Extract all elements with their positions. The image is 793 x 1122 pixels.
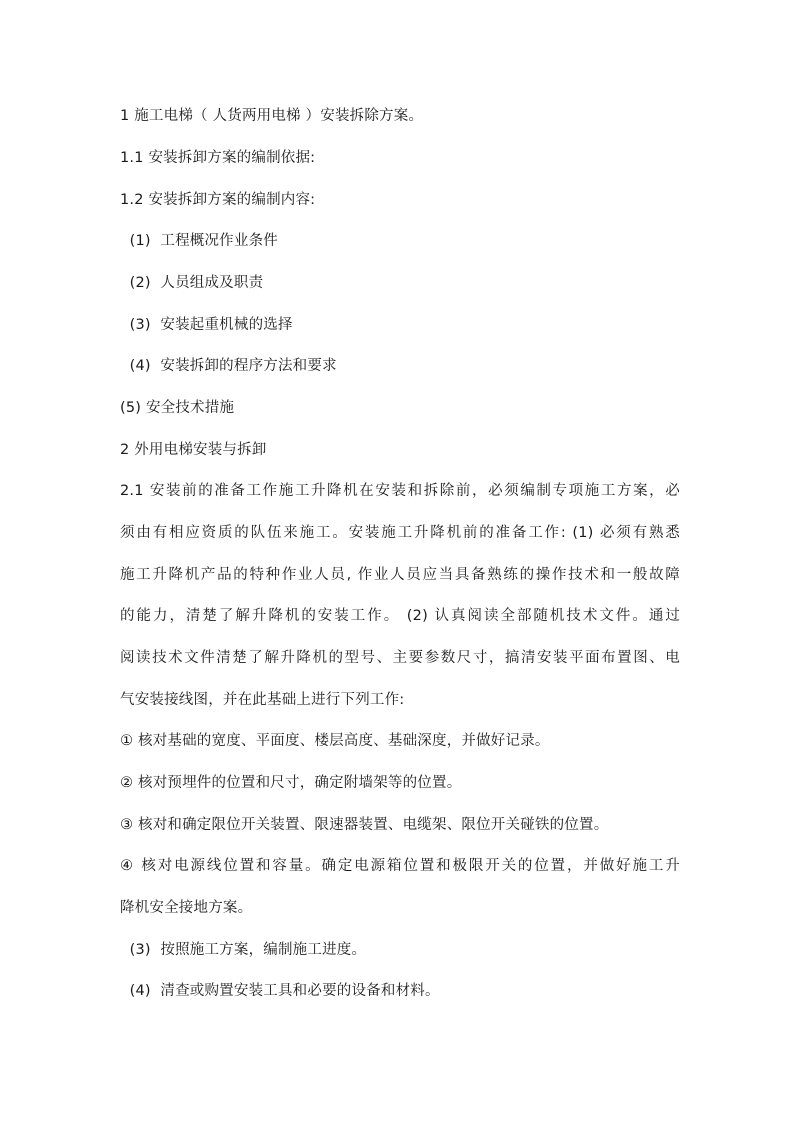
heading-section-1: 1 施工电梯（ 人货两用电梯 ）安装拆除方案。 — [120, 108, 424, 124]
paragraph-line: 的能力，清楚了解升降机的安装工作。 (2) 认真阅读全部随机技术文件。通过 — [120, 608, 680, 624]
list-item: (1) 工程概况作业条件 — [120, 233, 278, 249]
paragraph-line: 气安装接线图，并在此基础上进行下列工作: — [120, 692, 405, 708]
list-item: ② 核对预埋件的位置和尺寸，确定附墙架等的位置。 — [120, 775, 462, 791]
list-item: (4) 清查或购置安装工具和必要的设备和材料。 — [120, 983, 440, 999]
list-item: (3) 安装起重机械的选择 — [120, 317, 293, 333]
paragraph-line: 须由有相应资质的队伍来施工。安装施工升降机前的准备工作: (1) 必须有熟悉 — [120, 525, 680, 541]
paragraph-line: 2.1 安装前的准备工作施工升降机在安装和拆除前，必须编制专项施工方案，必 — [120, 483, 680, 499]
list-item-continuation: 降机安全接地方案。 — [120, 900, 253, 916]
list-item: ④ 核对电源线位置和容量。确定电源箱位置和极限开关的位置，并做好施工升 — [120, 858, 680, 874]
list-item: (3) 按照施工方案，编制施工进度。 — [120, 942, 367, 958]
list-item: (4) 安装拆卸的程序方法和要求 — [120, 358, 337, 374]
heading-section-1-1: 1.1 安装拆卸方案的编制依据: — [120, 150, 316, 166]
list-item: ① 核对基础的宽度、平面度、楼层高度、基础深度，并做好记录。 — [120, 733, 550, 749]
paragraph-line: 施工升降机产品的特种作业人员, 作业人员应当具备熟练的操作技术和一般故障 — [120, 567, 680, 583]
heading-section-2: 2 外用电梯安装与拆卸 — [120, 442, 267, 458]
list-item: ③ 核对和确定限位开关装置、限速器装置、电缆架、限位开关碰铁的位置。 — [120, 817, 609, 833]
list-item: (2) 人员组成及职责 — [120, 275, 264, 291]
list-item: (5) 安全技术措施 — [120, 400, 235, 416]
paragraph-line: 阅读技术文件清楚了解升降机的型号、主要参数尺寸，搞清安装平面布置图、电 — [120, 650, 680, 666]
heading-section-1-2: 1.2 安装拆卸方案的编制内容: — [120, 192, 316, 208]
